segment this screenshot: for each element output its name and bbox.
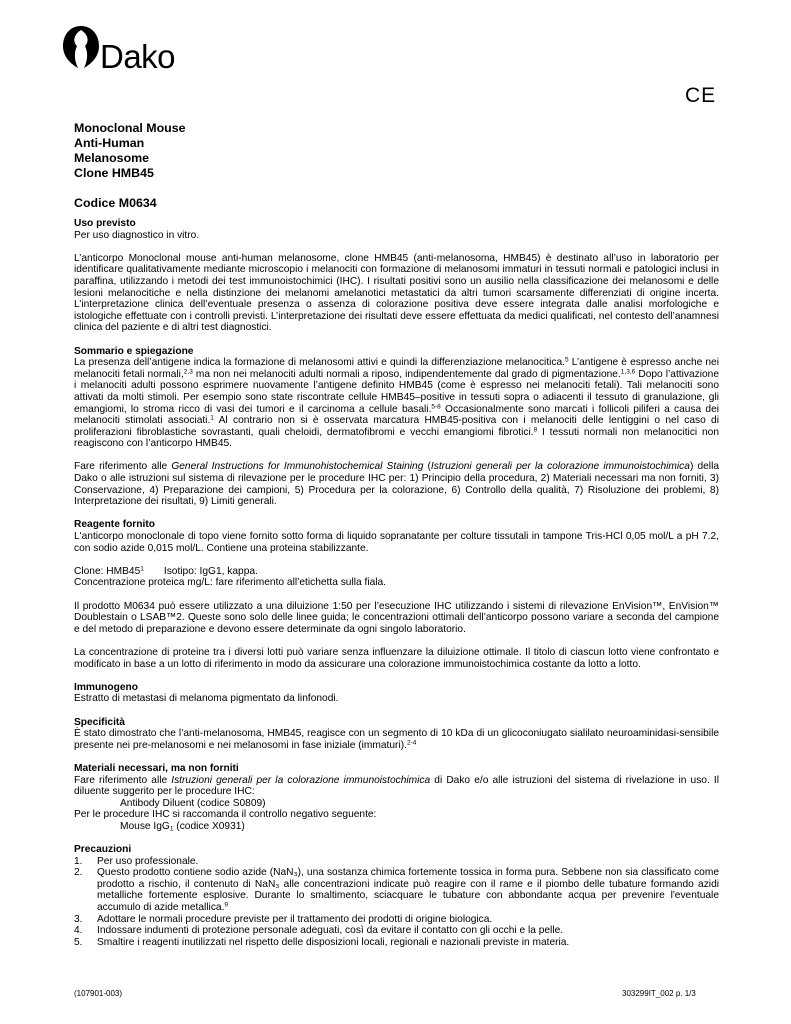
list-item: 4. Indossare indumenti di protezione personale adeguati, così da evitare il contatto con gli occhi e la pelle.	[74, 925, 564, 937]
clone-line: Clone: $HMB45^1$ Isotipo: IgG1, kappa.	[74, 565, 258, 577]
product-code: Codice M0634	[74, 196, 157, 210]
precautions-list	[74, 856, 719, 949]
section-heading-sommario: Sommario e spiegazione	[74, 345, 194, 357]
reference-paragraph: Fare riferimento alle General Instructions for Immunohistochemical Staining (Istruzioni generali per la colorazione immunoistochimica) della Dako o alle istruzioni sul sistema di rilevazione per le procedure IHC per: 1) Principio della procedura, 2) Materiali necessari ma non forniti, 3) Conservazione, 4) Preparazione dei campioni, 5) Procedura per la colorazione, 6) Controllo della qualità, 7) Risoluzione dei problemi, 8) Interpretazione dei risultati, 9) Limiti generali.	[74, 461, 719, 508]
concentration-line: Concentrazione proteica mg/L: fare riferimento all’etichetta sulla fiala.	[74, 577, 387, 589]
section-heading-reagente: Reagente fornito	[74, 519, 155, 531]
list-item: 2. Questo prodotto contiene sodio azide (NaN₃), una sostanza chimica fortemente tossica in forma pura. Sebbene non sia classificato come prodotto a rischio, il contenuto di NaN₃ alle concentrazioni indicate può reagire con il rame e il piombo delle tubature formando azidi metalliche fortemente esplosive. Durante lo smaltimento, sciacquare le tubature con abbondante acqua per prevenire l'eventuale accumulo di azide metallica.$^9$	[74, 867, 719, 914]
section-heading-uso: Uso previsto	[74, 218, 136, 229]
product-title-line: Anti-Human	[74, 136, 145, 150]
product-title-line: Melanosome	[74, 151, 150, 165]
immunogeno-text: Estratto di metastasi di melanoma pigmentato da linfonodi.	[74, 693, 339, 705]
control-line: Mouse IgG$_1$ (codice X0931)	[120, 820, 245, 833]
lots-paragraph: La concentrazione di proteine tra i diversi lotti può variare senza influenzare la diluizione ottimale. Il titolo di ciascun lotto viene confrontato e modificato in base a un lotto di riferimento in modo da assicurare una colorazione immunoistochimica costante da lotto a lotto.	[74, 646, 719, 670]
sommario-paragraph: La presenza dell’antigene indica la formazione di melanosomi attivi e quindi la differenziazione melanocitica.$^5$ L’antigene è espresso anche nei melanociti fetali normali,$^{2,3}$ ma non nei melanociti adulti normali a riposo, indipendentemente dal grado di pigmentazione.$^{1,3,6}$ Dopo l’attivazione i melanociti adulti possono esprimere nuovamente l’antigene definito HMB45 (come è espresso nei melanociti fetali). Tali melanociti sono attivati da molti stimoli. Per esempio sono state riscontrate cellule HMB45–positive in tessuti sopra o adiacenti il tessuto di granulazione, gli emangiomi, lo stroma ricco di vasi dei tumori e il carcinoma a cellule basali.$^{5-8}$ Occasionalmente sono marcati i follicoli piliferi a causa dei melanociti stimolati associati.$^1$ Al contrario non si è osservata marcatura HMB45-positiva con i melanociti delle lentiggini o nel caso di proliferazioni fibroblastiche sovrastanti, quali cheloidi, dermatofibromi e vecchi emangiomi fibrotici.$^8$ I tessuti normali non melanocitici non reagiscono con l’anticorpo HMB45.	[74, 356, 720, 450]
product-title-line: Clone HMB45	[74, 166, 154, 180]
specificita-text: È stato dimostrato che l’anti-melanosoma, HMB45, reagisce con un segmento di 10 kDa di un glicoconiugato sialilato neuroaminidasi-sensibile presente nei pre-melanosomi e nei melanosomi in fase iniziale (immaturi).$^{2-4}$	[74, 728, 719, 751]
dako-logo-text: Dako	[100, 38, 176, 75]
materiali-paragraph: Fare riferimento alle Istruzioni generali per la colorazione immunoistochimica di Dako e/o alle istruzioni del sistema di rivelazione in uso. Il diluente suggerito per le procedure IHC:	[74, 774, 719, 798]
product-title-line: Monoclonal Mouse	[74, 121, 186, 135]
footer-doc-number: (107901-003)	[74, 989, 123, 998]
dilution-paragraph: Il prodotto M0634 può essere utilizzato a una diluizione 1:50 per l’esecuzione IHC utilizzando i sistemi di rilevazione EnVision™, EnVision™ Doublestain o LSAB™2. Queste sono solo delle linee guida; le concentrazioni ottimali dell’anticorpo possono variare a seconda del campione e del metodo di preparazione e devono essere determinate da ogni singolo laboratorio.	[74, 600, 719, 635]
dako-logo-icon	[62, 24, 100, 70]
ce-mark: CE	[685, 84, 717, 107]
section-heading-immunogeno: Immunogeno	[74, 681, 138, 693]
list-item: 5. Smaltire i reagenti inutilizzati nel rispetto delle disposizioni locali, regionali e nazionali previste in materia.	[74, 936, 570, 948]
negative-control-line: Per le procedure IHC si raccomanda il controllo negativo seguente:	[74, 809, 377, 821]
dako-logo	[62, 24, 192, 76]
uso-paragraph: L’anticorpo Monoclonal mouse anti-human melanosome, clone HMB45 (anti-melanosoma, HMB45) è destinato all’uso in laboratorio per identificare qualitativamente mediante microscopio i melanociti con formazione di melanosomi immaturi in tessuti normali e patologici inclusi in paraffina, utilizzando i metodi dei test immunoistochimici (IHC). I risultati positivi sono un ausilio nella classificazione dei melanosomi e delle lesioni melanocitiche e nella distinzione dei melanomi amelanotici metastatici da altri tumori scarsamente differenziati di origine incerta. L’interpretazione clinica dell’eventuale presenza o assenza di colorazione positiva deve essere integrata dalle analisi morfologiche e istologiche effettuate con i controlli previsti. L’interpretazione dei risultati deve essere effettuata da medici qualificati, nel contesto dell’anamnesi clinica del paziente e di altri test diagnostici.	[74, 252, 719, 334]
list-item: 3. Adottare le normali procedure previste per il trattamento dei prodotti di origine biologica.	[74, 913, 493, 925]
section-heading-materiali: Materiali necessari, ma non forniti	[74, 762, 239, 774]
uso-line: Per uso diagnostico in vitro.	[74, 229, 200, 241]
diluent-line: Antibody Diluent (codice S0809)	[120, 797, 266, 809]
section-heading-precauzioni: Precauzioni	[74, 844, 132, 856]
list-item: 1. Per uso professionale.	[74, 855, 199, 867]
footer-page-number: 303299IT_002 p. 1/3	[622, 989, 696, 998]
reagente-paragraph: L'anticorpo monoclonale di topo viene fornito sotto forma di liquido sopranatante per colture tissutali in tampone Tris-HCl 0,05 mol/L a pH 7.2, con sodio azide 0,015 mol/L. Contiene una proteina stabilizzante.	[74, 531, 719, 554]
document-body	[74, 121, 719, 948]
section-heading-specificita: Specificità	[74, 716, 125, 728]
